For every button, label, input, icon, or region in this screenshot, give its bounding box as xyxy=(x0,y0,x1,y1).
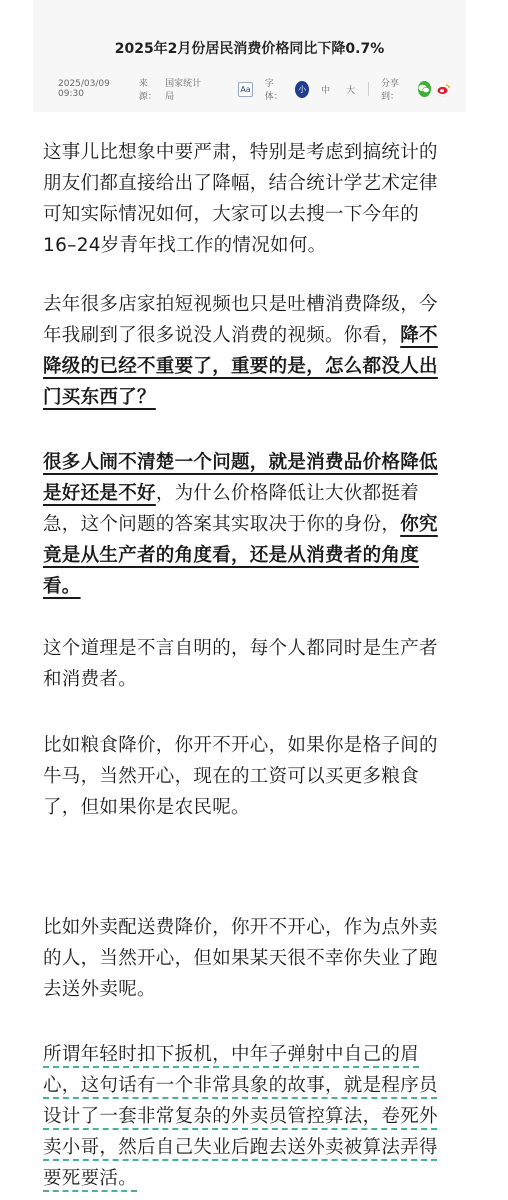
emphasis-line: 竟是从生产者的角度看，还是从消费者的角度 xyxy=(43,545,420,566)
article-paragraph-5 xyxy=(43,730,473,823)
paragraph-line: 去年很多店家拍短视频也只是吐槽消费降级，今 xyxy=(43,294,438,315)
news-title: 2025年2月份居民消费价格同比下降0.7% xyxy=(114,41,385,57)
article-paragraph-6 xyxy=(43,912,473,1005)
source-label: 来源： xyxy=(138,79,157,102)
paragraph-line: 的人，当然开心，但如果某天很不幸你失业了跑 xyxy=(43,948,438,969)
emphasis-line: 很多人闹不清楚一个问题，就是消费品价格降低 xyxy=(43,452,438,473)
plain-text: ，为什么价格降低让大伙都挺着 xyxy=(155,483,420,504)
paragraph-line: 可知实际情况如何，大家可以去搜一下今年的 xyxy=(43,204,420,225)
news-meta-bar xyxy=(58,78,456,100)
wechat-share-icon[interactable] xyxy=(418,81,431,97)
highlighted-line: 要死要活。 xyxy=(43,1168,138,1189)
article-paragraph-3 xyxy=(43,447,473,602)
highlighted-line: 卖小哥，然后自己失业后跑去送外卖被算法弄得 xyxy=(43,1137,438,1158)
paragraph-line: 和消费者。 xyxy=(43,669,138,690)
emphasis-line: 看。 xyxy=(43,576,81,597)
font-size-large-button[interactable]: 大 xyxy=(346,85,356,96)
emphasis-text: 是好还是不好 xyxy=(43,483,156,504)
paragraph-line: 这个道理是不言自明的，每个人都同时是生产者 xyxy=(43,638,438,659)
paragraph-line: 朋友们都直接给出了降幅，结合统计学艺术定律 xyxy=(43,173,438,194)
article-paragraph-1 xyxy=(43,137,473,261)
font-size-medium-button[interactable]: 中 xyxy=(321,85,331,96)
paragraph-line: 了，但如果你是农民呢。 xyxy=(43,797,250,818)
weibo-share-icon[interactable] xyxy=(436,81,451,97)
emphasis-line: 降级的已经不重要了，重要的是，怎么都没人出 xyxy=(43,356,438,377)
article-paragraph-4 xyxy=(43,633,473,695)
paragraph-line: 牛马，当然开心，现在的工资可以买更多粮食 xyxy=(43,766,420,787)
article-paragraph-2 xyxy=(43,289,473,413)
paragraph-line xyxy=(43,509,473,540)
font-toggle-button[interactable]: Aa xyxy=(238,82,252,97)
paragraph-line: 比如外卖配送费降价，你开不开心，作为点外卖 xyxy=(43,917,438,938)
highlighted-line: 所谓年轻时扣下扳机，中年子弹射中自己的眉 xyxy=(43,1044,420,1065)
highlighted-line: 心，这句话有一个非常具象的故事，就是程序员 xyxy=(43,1075,438,1096)
paragraph-line: 去送外卖呢。 xyxy=(43,979,156,1000)
emphasis-text: 你究 xyxy=(400,514,438,535)
highlighted-line: 设计了一套非常复杂的外卖员管控算法，卷死外 xyxy=(43,1106,438,1127)
source-value: 国家统计局 xyxy=(165,79,202,102)
paragraph-line xyxy=(43,478,473,509)
meta-divider xyxy=(368,82,369,96)
paragraph-line: 比如粮食降价，你开不开心，如果你是格子间的 xyxy=(43,735,438,756)
plain-text: 急，这个问题的答案其实取决于你的身份， xyxy=(43,514,401,535)
plain-text: 年我刷到了很多说没人消费的视频。你看， xyxy=(43,325,401,346)
emphasis-line: 门买东西了？ xyxy=(43,387,156,408)
publish-date: 2025/03/09 09:30 xyxy=(58,79,110,99)
paragraph-line: 这事儿比想象中要严肃，特别是考虑到搞统计的 xyxy=(43,142,438,163)
font-size-label: 字体： xyxy=(264,79,283,102)
paragraph-line: 16–24岁青年找工作的情况如何。 xyxy=(43,235,327,256)
article-paragraph-7 xyxy=(43,1039,473,1194)
news-header-card xyxy=(33,0,466,112)
emphasis-text: 降不 xyxy=(400,325,438,346)
share-label: 分享到： xyxy=(380,79,399,102)
font-size-small-button[interactable]: 小 xyxy=(295,81,309,98)
paragraph-line xyxy=(43,320,473,351)
